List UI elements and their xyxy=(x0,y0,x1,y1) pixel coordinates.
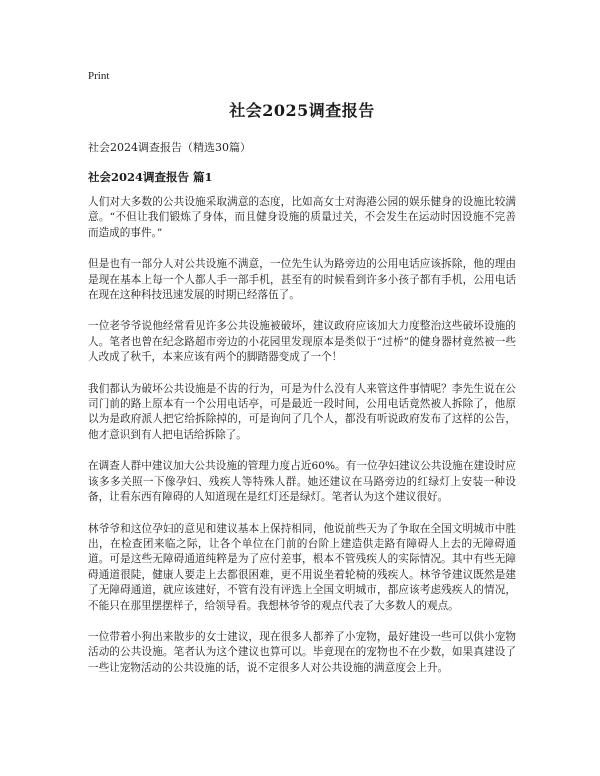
section-heading: 社会2024调查报告 篇1 xyxy=(88,170,213,184)
paragraph: 一位老爷爷说他经常看见许多公共设施被破坏，建议政府应该加大力度整治这些破坏设施的人。笔者也曾在纪念路超市旁边的小花园里发现原本是类似于“过桥”的健身器材竟然被一些人改成了秋千，本来应该有两个的脚踏器变成了一个！ xyxy=(88,320,516,364)
paragraph: 但是也有一部分人对公共设施不满意，一位先生认为路旁边的公用电话应该拆除，他的理由是现在基本上每一个人都人手一部手机，甚至有的时候看到许多小孩子都有手机，公用电话在现在这种科技迅速发展的时期已经落伍了。 xyxy=(88,258,516,302)
paragraph: 人们对大多数的公共设施采取满意的态度，比如高女士对海港公园的娱乐健身的设施比较满意。“不但让我们锻炼了身体，而且健身设施的质量过关，不会发生在运动时因设施不完善而造成的事件。” xyxy=(88,196,516,239)
paragraph: 我们都认为破坏公共设施是不齿的行为，可是为什么没有人来管这件事情呢？李先生说在公司门前的路上原本有一个公用电话亭，可是最近一段时间，公用电话竟然被人拆除了，他原以为是政府派人把它给拆除掉的，可是询问了几个人，都没有听说政府发布了这样的公告，他才意识到有人把电话给拆除了。 xyxy=(88,382,516,441)
document-title: 社会2025调查报告 xyxy=(229,101,375,120)
document-subtitle: 社会2024调查报告（精选30篇） xyxy=(88,141,251,154)
paragraph: 林爷爷和这位孕妇的意见和建议基本上保持相同，他说前些天为了争取在全国文明城市中胜出，在检查团来临之际，让各个单位在门前的台阶上建造供走路有障碍人上去的无障碍通道。可是这些无障碍通道纯粹是为了应付差事，根本不管残疾人的实际情况。其中有些无障碍通道很陡，健康人要走上去都很困难，更不用说坐着轮椅的残疾人。林爷爷建议既然是建了无障碍通道，就应该建好，不管有没有评选上全国文明城市，都应该考虑残疾人的情况，不能只在那里摆摆样子，给领导看。我想林爷爷的观点代表了大多数人的观点。 xyxy=(88,522,516,612)
print-link[interactable]: Print xyxy=(88,70,110,82)
paragraph: 在调查人群中建议加大公共设施的管理力度占近60%。有一位孕妇建议公共设施在建设时应该多多关照一下像孕妇、残疾人等特殊人群。她还建议在马路旁边的红绿灯上安装一种设备，让看东西有障碍的人知道现在是红灯还是绿灯。笔者认为这个建议很好。 xyxy=(88,460,516,504)
paragraph: 一位带着小狗出来散步的女士建议，现在很多人都养了小宠物，最好建设一些可以供小宠物活动的公共设施。笔者认为这个建议也算可以。毕竟现在的宠物也不在少数，如果真建设了一些让宠物活动的公共设施的话，说不定很多人对公共设施的满意度会上升。 xyxy=(88,630,516,674)
document-page xyxy=(88,70,516,692)
